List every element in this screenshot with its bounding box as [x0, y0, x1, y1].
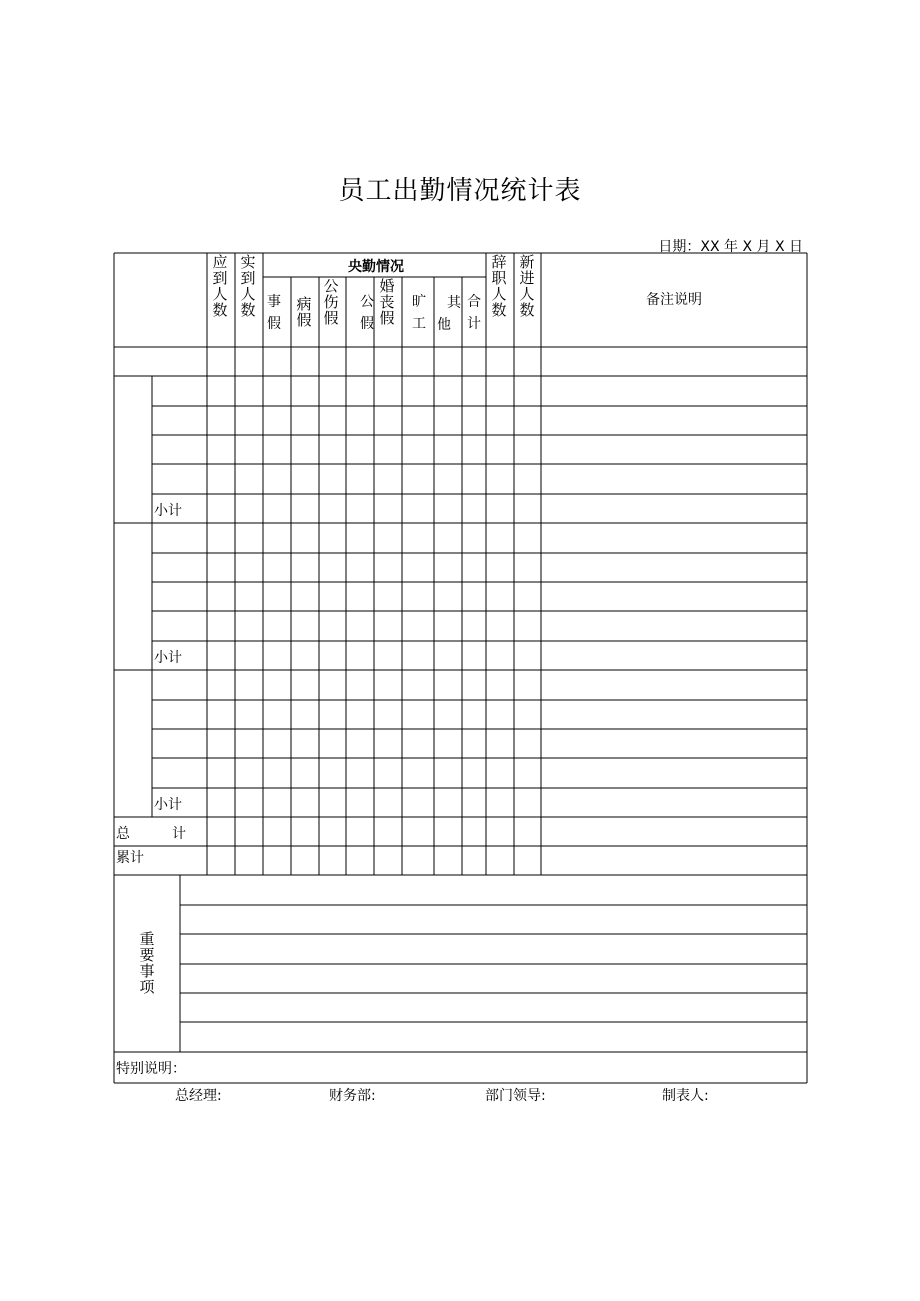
finance-dept-signature: 财务部:: [329, 1088, 376, 1104]
header-actual-attend: 实到人数: [240, 253, 256, 319]
page-title: 员工出勤情况统计表: [338, 176, 582, 206]
header-sick-leave: 病假: [296, 295, 312, 329]
header-other: 其 他: [437, 295, 461, 333]
header-public-leave: 公假: [360, 294, 374, 332]
special-notes-label: 特别说明：: [116, 1061, 186, 1077]
header-absent-without-leave: 旷工: [412, 294, 426, 332]
header-total: 合计: [467, 294, 481, 332]
important-matters-label: 重要事项: [139, 930, 155, 996]
grand-total-label-right: 计: [172, 826, 186, 842]
subtotal-label-1: 小计: [154, 503, 182, 519]
subtotal-label-2: 小计: [154, 650, 182, 666]
header-absence-group: 央勤情况: [348, 259, 404, 275]
grand-total-label-left: 总: [116, 826, 130, 842]
header-marriage-funeral-leave: 婚丧假: [379, 277, 395, 327]
subtotal-label-3: 小计: [154, 797, 182, 813]
header-personal-leave: 事假: [267, 294, 281, 332]
dept-leader-signature: 部门领导:: [485, 1088, 546, 1104]
cumulative-label: 累计: [116, 850, 144, 866]
header-should-attend: 应到人数: [212, 253, 228, 319]
header-new-hires: 新进人数: [519, 253, 535, 319]
header-resigned: 辞职人数: [491, 253, 507, 319]
header-remarks: 备注说明: [646, 292, 702, 308]
header-injury-leave: 公伤假: [323, 277, 339, 327]
date-field: 日期：XX 年 X 月 X 日: [658, 239, 803, 255]
general-manager-signature: 总经理:: [175, 1088, 222, 1104]
preparer-signature: 制表人:: [662, 1088, 709, 1104]
